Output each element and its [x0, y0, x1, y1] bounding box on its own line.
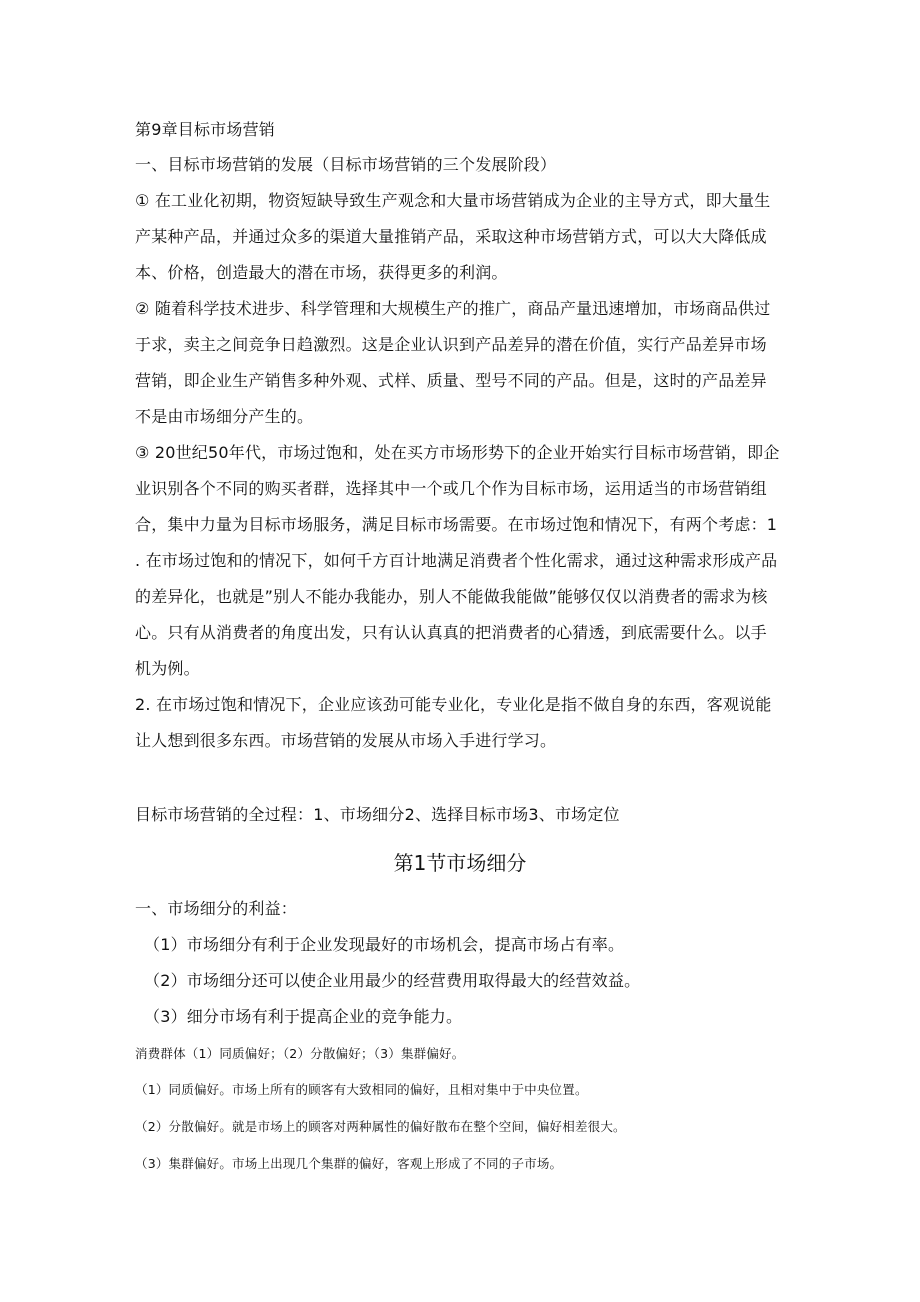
consumer-groups-summary: 消费群体（1）同质偏好；（2）分散偏好；（3）集群偏好。 — [135, 1046, 465, 1061]
section1-heading: 一、目标市场营销的发展（目标市场营销的三个发展阶段） — [135, 155, 557, 174]
benefit-item: （3）细分市场有利于提高企业的竞争能力。 — [144, 1007, 463, 1026]
consumer-group-item: （2）分散偏好。就是市场上的顾客对两种属性的偏好散布在整个空间，偏好相差很大。 — [135, 1119, 626, 1134]
benefit-item: （1）市场细分有利于企业发现最好的市场机会，提高市场占有率。 — [144, 935, 625, 954]
paragraph-line: 让人想到很多东西。市场营销的发展从市场入手进行学习。 — [135, 731, 557, 750]
section-title: 第1节市场细分 — [393, 851, 527, 875]
paragraph-line: 机为例。 — [135, 659, 200, 678]
paragraph-line: 产某种产品，并通过众多的渠道大量推销产品，采取这种市场营销方式，可以大大降低成 — [135, 227, 767, 246]
paragraph-line: 本、价格，创造最大的潜在市场，获得更多的利润。 — [135, 263, 508, 282]
paragraph-line: 的差异化，也就是”别人不能办我能办，别人不能做我能做”能够仅仅以消费者的需求为核 — [135, 587, 768, 606]
paragraph-line: 心。只有从消费者的角度出发，只有认认真真的把消费者的心猜透，到底需要什么。以手 — [135, 623, 767, 642]
paragraph-line: ② 随着科学技术进步、科学管理和大规模生产的推广，商品产量迅速增加，市场商品供过 — [135, 299, 771, 318]
consumer-group-item: （1）同质偏好。市场上所有的顾客有大致相同的偏好，且相对集中于中央位置。 — [135, 1082, 588, 1097]
paragraph-line: 不是由市场细分产生的。 — [135, 407, 314, 426]
paragraph-line: 于求，卖主之间竞争日趋激烈。这是企业认识到产品差异的潜在价值，实行产品差异市场 — [135, 335, 767, 354]
process-line: 目标市场营销的全过程：1、市场细分2、选择目标市场3、市场定位 — [135, 805, 620, 824]
paragraph-line: 业识别各个不同的购买者群，选择其中一个或几个作为目标市场，运用适当的市场营销组 — [135, 479, 767, 498]
paragraph-line: ③ 20世纪50年代，市场过饱和，处在买方市场形势下的企业开始实行目标市场营销，即企 — [135, 443, 780, 462]
paragraph-line: 2. 在市场过饱和情况下，企业应该劲可能专业化，专业化是指不做自身的东西，客观说能 — [135, 695, 772, 714]
paragraph-line: 营销，即企业生产销售多种外观、式样、质量、型号不同的产品。但是，这时的产品差异 — [135, 371, 767, 390]
paragraph-line: . 在市场过饱和的情况下，如何千方百计地满足消费者个性化需求，通过这种需求形成产品 — [135, 551, 778, 570]
benefit-item: （2）市场细分还可以使企业用最少的经营费用取得最大的经营效益。 — [144, 971, 641, 990]
paragraph-line: 合，集中力量为目标市场服务，满足目标市场需要。在市场过饱和情况下，有两个考虑：1 — [135, 515, 778, 534]
benefits-heading: 一、市场细分的利益： — [135, 899, 298, 918]
chapter-title: 第9章目标市场营销 — [135, 120, 275, 139]
consumer-group-item: （3）集群偏好。市场上出现几个集群的偏好，客观上形成了不同的子市场。 — [135, 1156, 563, 1171]
paragraph-line: ① 在工业化初期，物资短缺导致生产观念和大量市场营销成为企业的主导方式，即大量生 — [135, 191, 771, 210]
